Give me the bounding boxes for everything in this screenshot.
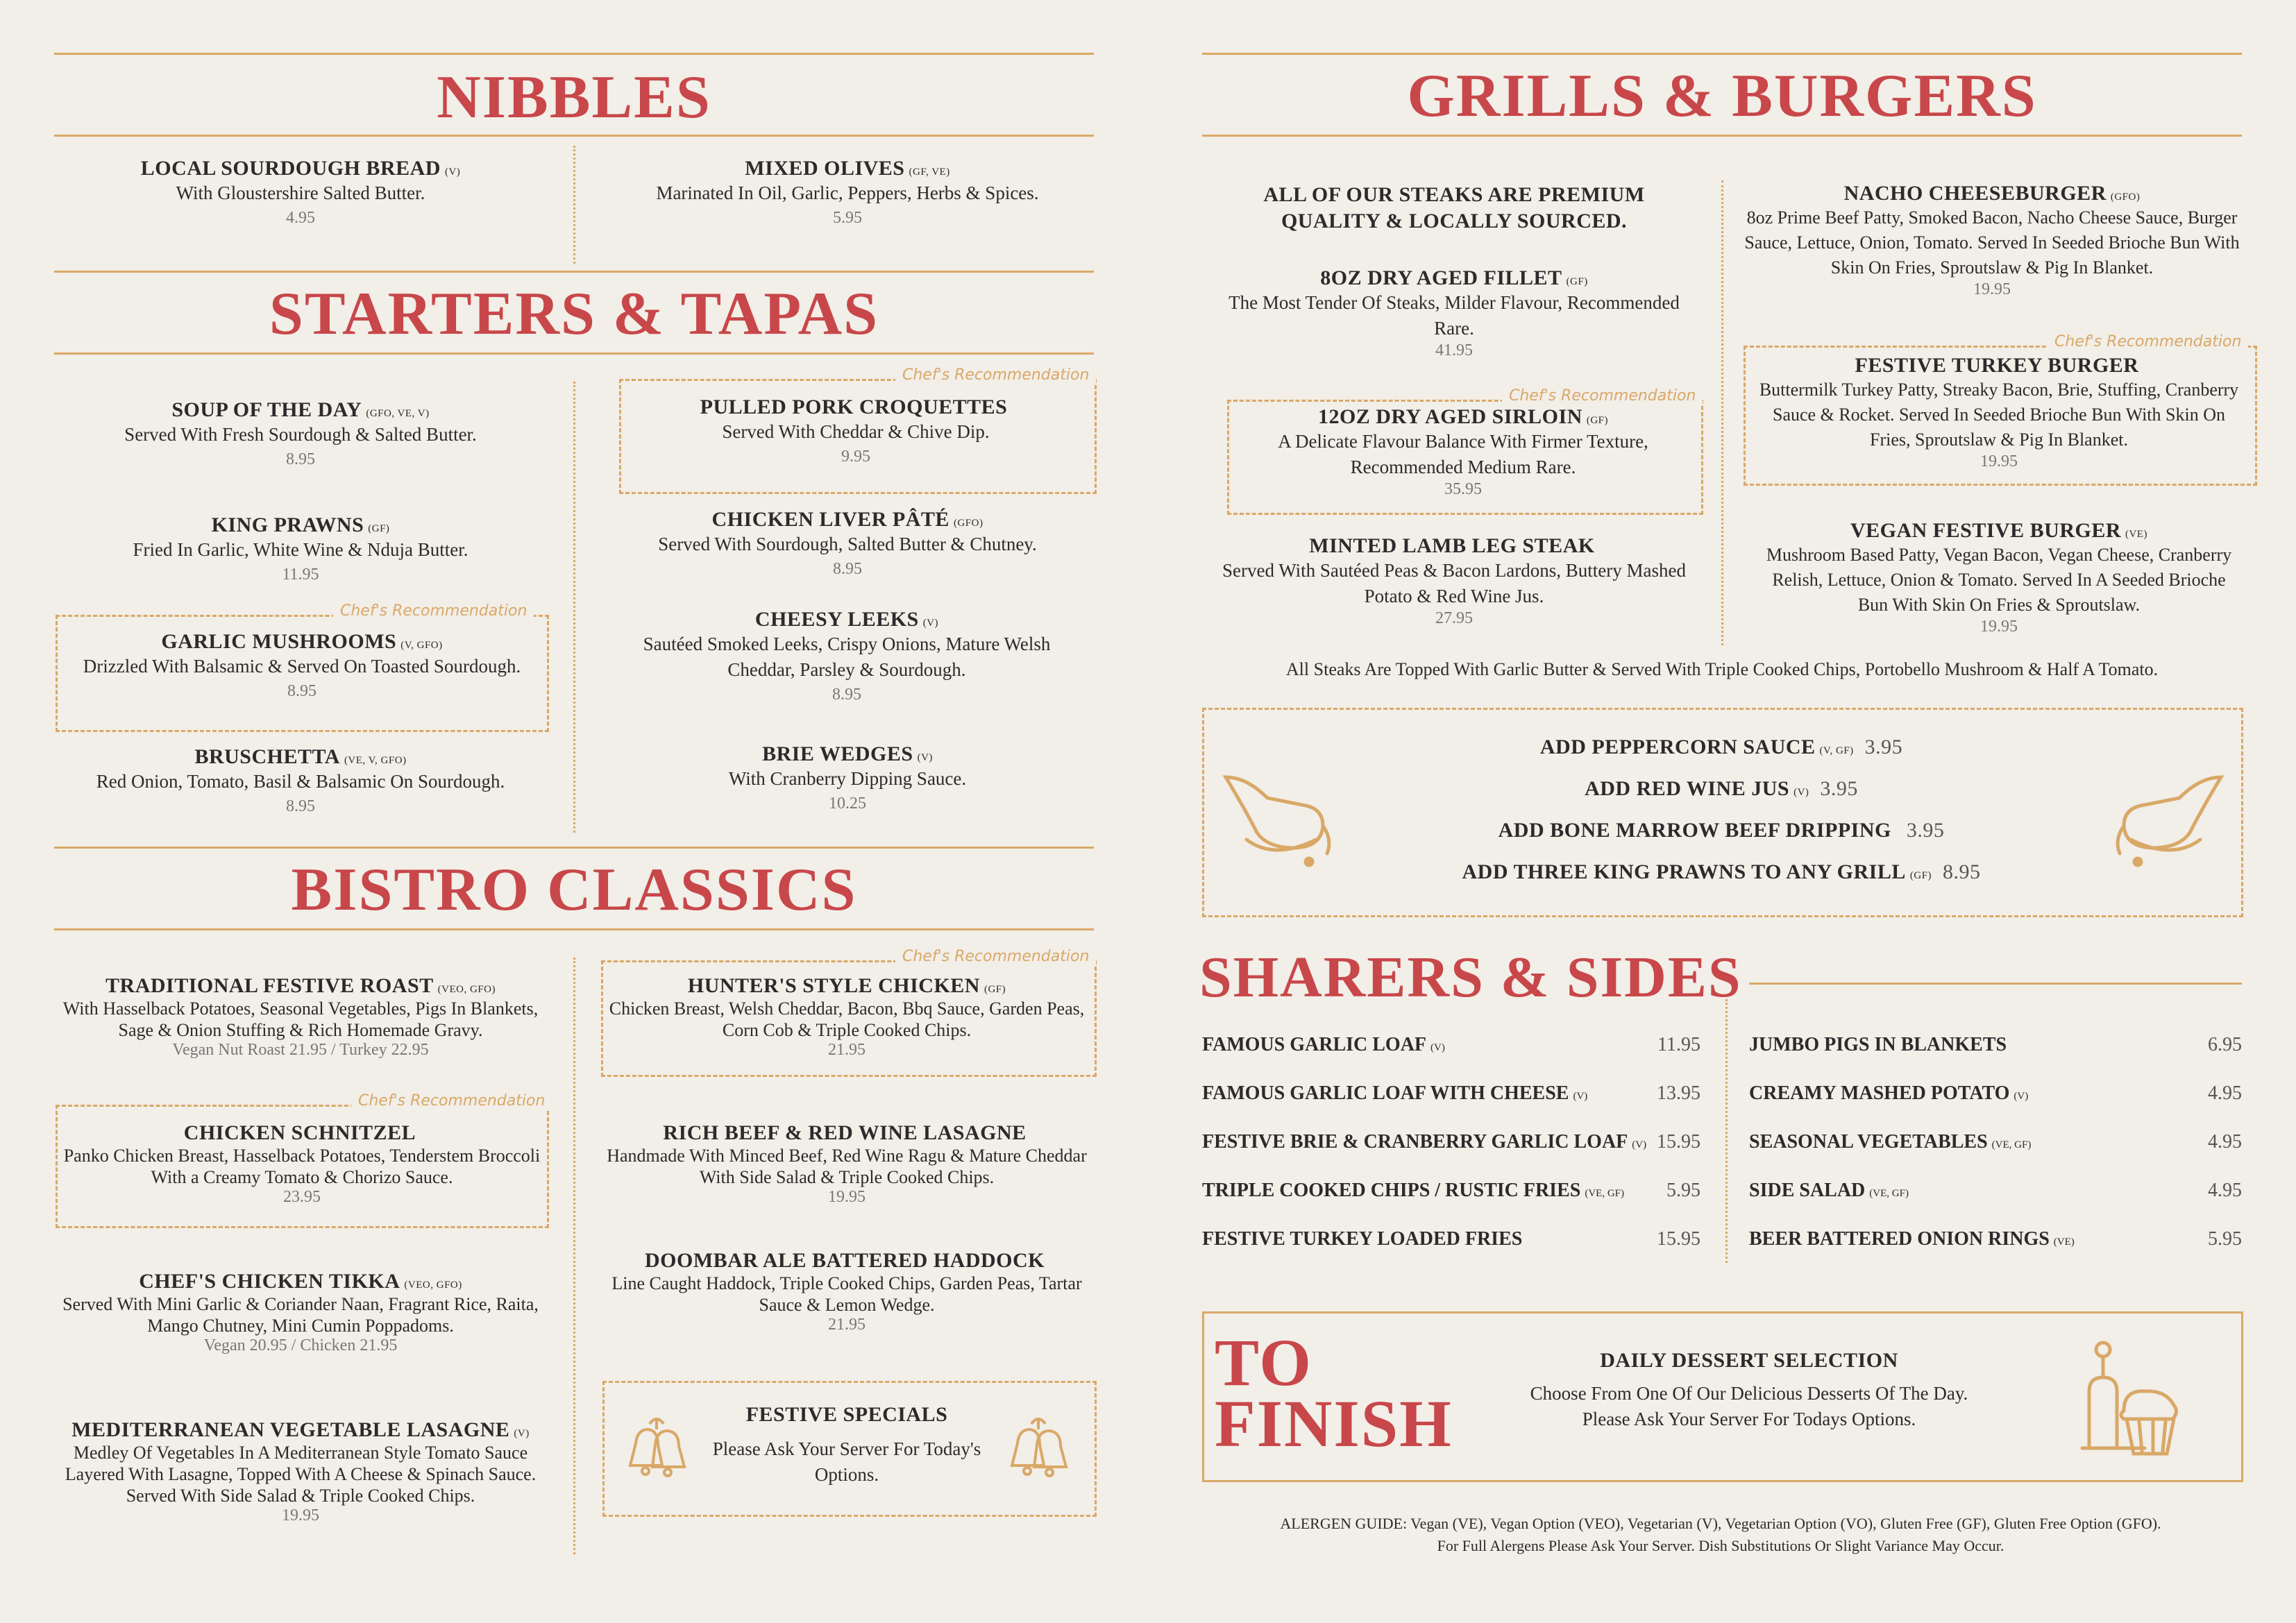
side-tag: (V) xyxy=(1430,1042,1445,1053)
item-desc: Chicken Breast, Welsh Cheddar, Bacon, Bbq Sauce, Garden Peas, Corn Cob & Triple Cooked Chips. xyxy=(609,999,1085,1040)
side-name: TRIPLE COOKED CHIPS / RUSTIC FRIES xyxy=(1202,1180,1581,1201)
menu-item xyxy=(62,1121,541,1207)
item-price: 19.95 xyxy=(1980,452,2018,470)
item-name: CHICKEN LIVER PÂTÉ xyxy=(711,508,949,531)
menu-item xyxy=(1222,534,1687,628)
menu-item xyxy=(604,1249,1090,1334)
menu-item xyxy=(54,1418,547,1525)
side-name: BEER BATTERED ONION RINGS xyxy=(1749,1228,2050,1250)
item-price: 8.95 xyxy=(286,450,315,468)
item-tag: (GF) xyxy=(1586,415,1609,426)
chef-recommendation-label: Chef's Recommendation xyxy=(2048,333,2248,350)
side-tag: (V) xyxy=(2014,1091,2029,1102)
menu-item xyxy=(604,974,1090,1060)
item-name: 8OZ DRY AGED FILLET xyxy=(1320,266,1562,289)
side-row xyxy=(1749,1082,2242,1105)
nibbles-title: NIBBLES xyxy=(437,64,711,131)
side-row xyxy=(1202,1180,1700,1202)
starters-title: STARTERS & TAPAS xyxy=(269,280,879,348)
side-price: 15.95 xyxy=(1657,1228,1700,1250)
side-row xyxy=(1749,1034,2242,1056)
bistro-bottom-rule xyxy=(54,928,1094,931)
sharers-rule xyxy=(1749,983,2242,985)
item-name: MEDITERRANEAN VEGETABLE LASAGNE xyxy=(71,1418,510,1441)
bells-icon xyxy=(622,1409,691,1485)
item-name: FESTIVE TURKEY BURGER xyxy=(1855,354,2139,377)
item-desc: Served With Sourdough, Salted Butter & Chutney. xyxy=(658,534,1037,554)
grills-bottom-rule xyxy=(1202,135,2242,137)
item-desc: 8oz Prime Beef Patty, Smoked Bacon, Nacho Cheese Sauce, Burger Sauce, Lettuce, Onion, Tomato. Served In Seeded Brioche Bun With Skin On Fries, Sproutslaw & Pig In Blanket. xyxy=(1744,207,2240,278)
addon-name: ADD THREE KING PRAWNS TO ANY GRILL xyxy=(1462,860,1906,883)
dessert-icon xyxy=(2075,1336,2193,1461)
item-price: 8.95 xyxy=(833,560,862,578)
addon-tag: (V, GF) xyxy=(1819,745,1854,756)
side-price: 4.95 xyxy=(2208,1131,2242,1153)
item-desc: Mushroom Based Patty, Vegan Bacon, Vegan Cheese, Cranberry Relish, Lettuce, Onion & Tomato. Served In A Seeded Brioche Bun With Skin On Fries & Sproutslaw. xyxy=(1766,545,2232,615)
sides-divider xyxy=(1725,999,1728,1263)
addons-list xyxy=(1319,736,2124,902)
side-name: FESTIVE BRIE & CRANBERRY GARLIC LOAF xyxy=(1202,1131,1628,1153)
chef-recommendation-label: Chef's Recommendation xyxy=(895,948,1096,965)
menu-item xyxy=(1756,354,2242,471)
menu-item xyxy=(604,1121,1090,1207)
item-price: 41.95 xyxy=(1435,341,1473,359)
side-price: 11.95 xyxy=(1657,1034,1700,1055)
side-tag: (VE, GF) xyxy=(1869,1188,1909,1199)
side-name: FAMOUS GARLIC LOAF xyxy=(1202,1034,1427,1055)
addon-tag: (GF) xyxy=(1909,870,1932,881)
item-price: 8.95 xyxy=(286,797,315,815)
menu-item xyxy=(619,396,1092,466)
item-tag: (VEO, GFO) xyxy=(437,984,496,995)
item-desc: Handmade With Minced Beef, Red Wine Ragu & Mature Cheddar With Side Salad & Triple Cooked Chips. xyxy=(607,1146,1087,1187)
starters-top-rule xyxy=(54,271,1094,273)
menu-item xyxy=(601,508,1094,579)
dessert-name: DAILY DESSERT SELECTION xyxy=(1600,1349,1898,1372)
side-row xyxy=(1749,1180,2242,1202)
item-price: 19.95 xyxy=(1973,280,2011,298)
festive-specials-desc: Please Ask Your Server For Today's Options. xyxy=(712,1438,981,1485)
item-price: 21.95 xyxy=(828,1041,866,1059)
side-tag: (VE, GF) xyxy=(1585,1188,1625,1199)
side-price: 6.95 xyxy=(2208,1034,2242,1055)
item-desc: With Gloustershire Salted Butter. xyxy=(176,182,425,203)
item-name: KING PRAWNS xyxy=(211,513,364,536)
item-price: 23.95 xyxy=(283,1188,321,1206)
addon-price: 3.95 xyxy=(1864,736,1903,758)
item-desc: A Delicate Flavour Balance With Firmer Texture, Recommended Medium Rare. xyxy=(1278,431,1648,477)
steaks-intro: ALL OF OUR STEAKS ARE PREMIUM QUALITY & LOCALLY SOURCED. xyxy=(1263,183,1645,232)
item-tag: (V, GFO) xyxy=(400,640,443,651)
item-tag: (V) xyxy=(917,752,933,763)
item-price: 35.95 xyxy=(1444,480,1482,498)
addon-price: 3.95 xyxy=(1820,777,1858,800)
starters-bottom-rule xyxy=(54,352,1094,355)
side-price: 5.95 xyxy=(2208,1228,2242,1250)
gravy-boat-icon xyxy=(1219,756,1337,867)
item-price: 19.95 xyxy=(282,1506,319,1524)
item-price: 19.95 xyxy=(828,1188,866,1206)
item-name: 12OZ DRY AGED SIRLOIN xyxy=(1317,405,1582,428)
item-name: SOUP OF THE DAY xyxy=(171,398,362,421)
item-desc: Drizzled With Balsamic & Served On Toasted Sourdough. xyxy=(83,656,521,677)
item-tag: (GF) xyxy=(368,523,390,534)
item-desc: Sautéed Smoked Leeks, Crispy Onions, Mature Welsh Cheddar, Parsley & Sourdough. xyxy=(643,634,1051,680)
item-price: 10.25 xyxy=(829,794,866,813)
menu-item xyxy=(54,745,547,816)
item-desc: Red Onion, Tomato, Basil & Balsamic On Sourdough. xyxy=(96,771,505,792)
item-name: GARLIC MUSHROOMS xyxy=(161,630,397,653)
addon-price: 8.95 xyxy=(1943,860,1981,883)
menu-item xyxy=(618,608,1076,704)
item-tag: (GFO, VE, V) xyxy=(366,408,430,419)
item-tag: (V) xyxy=(922,618,939,629)
item-tag: (GF) xyxy=(1566,276,1588,287)
item-price: 9.95 xyxy=(841,448,870,466)
side-name: FAMOUS GARLIC LOAF WITH CHEESE xyxy=(1202,1082,1569,1104)
bistro-title: BISTRO CLASSICS xyxy=(291,856,857,924)
side-name: FESTIVE TURKEY LOADED FRIES xyxy=(1202,1228,1523,1250)
bistro-top-rule xyxy=(54,847,1094,849)
menu-item xyxy=(1227,405,1699,499)
item-tag: (VEO, GFO) xyxy=(404,1280,462,1291)
item-desc: Fried In Garlic, White Wine & Nduja Butter. xyxy=(133,539,469,560)
item-price: Vegan Nut Roast 21.95 / Turkey 22.95 xyxy=(172,1041,429,1059)
side-row xyxy=(1749,1131,2242,1153)
item-price: 11.95 xyxy=(282,566,319,584)
nibbles-top-rule xyxy=(54,53,1094,55)
starters-divider xyxy=(573,382,575,833)
side-price: 4.95 xyxy=(2208,1082,2242,1104)
chef-recommendation-label: Chef's Recommendation xyxy=(1502,387,1703,405)
item-name: DOOMBAR ALE BATTERED HADDOCK xyxy=(644,1249,1045,1272)
item-name: BRUSCHETTA xyxy=(194,745,340,768)
item-desc: With Hasselback Potatoes, Seasonal Vegetables, Pigs In Blankets, Sage & Onion Stuffing & Rich Homemade Gravy. xyxy=(62,999,539,1040)
item-price: 27.95 xyxy=(1435,609,1473,627)
item-desc: Served With Cheddar & Chive Dip. xyxy=(722,421,990,442)
dessert-desc-1: Choose From One Of Our Delicious Desserts Of The Day. xyxy=(1530,1383,1968,1404)
side-row xyxy=(1749,1228,2242,1250)
addon-name: ADD RED WINE JUS xyxy=(1585,777,1790,800)
item-tag: (VE, V, GFO) xyxy=(344,755,407,766)
item-tag: (V) xyxy=(514,1428,530,1439)
allergen-line-1: ALERGEN GUIDE: Vegan (VE), Vegan Option (VEO), Vegetarian (V), Vegetarian Option (VO), Gluten Free (GF), Gluten Free Option (GFO). xyxy=(1280,1515,2161,1532)
dessert-item xyxy=(1485,1349,2013,1432)
addon-item xyxy=(1319,819,2124,860)
item-name: LOCAL SOURDOUGH BREAD xyxy=(140,157,441,180)
item-name: VEGAN FESTIVE BURGER xyxy=(1850,519,2122,542)
item-price: 8.95 xyxy=(287,682,316,700)
item-desc: The Most Tender Of Steaks, Milder Flavour, Recommended Rare. xyxy=(1229,292,1680,339)
item-desc: Served With Mini Garlic & Coriander Naan, Fragrant Rice, Raita, Mango Chutney, Mini Cumin Poppadoms. xyxy=(62,1294,539,1336)
item-name: RICH BEEF & RED WINE LASAGNE xyxy=(663,1121,1027,1144)
allergen-line-2: For Full Alergens Please Ask Your Server. Dish Substitutions Or Slight Variance May Occur. xyxy=(1437,1537,2004,1554)
menu-item xyxy=(54,157,547,228)
nibbles-divider xyxy=(573,146,575,264)
item-name: MIXED OLIVES xyxy=(745,157,905,180)
menu-item xyxy=(601,157,1094,228)
steaks-note: All Steaks Are Topped With Garlic Butter & Served With Triple Cooked Chips, Portobello Mushroom & Half A Tomato. xyxy=(1285,659,2159,679)
item-name: PULLED PORK CROQUETTES xyxy=(700,396,1008,418)
item-desc: With Cranberry Dipping Sauce. xyxy=(728,768,967,789)
grills-divider xyxy=(1721,180,1723,645)
item-price: 5.95 xyxy=(833,209,862,227)
item-name: BRIE WEDGES xyxy=(762,742,913,765)
side-row xyxy=(1202,1082,1700,1105)
side-name: CREAMY MASHED POTATO xyxy=(1749,1082,2010,1104)
item-name: NACHO CHEESEBURGER xyxy=(1843,182,2107,205)
menu-item xyxy=(54,513,547,584)
grills-top-rule xyxy=(1202,53,2242,55)
item-name: CHICKEN SCHNITZEL xyxy=(183,1121,416,1144)
to-finish-line2: FINISH xyxy=(1215,1386,1453,1461)
bells-icon xyxy=(1004,1409,1073,1485)
to-finish-title xyxy=(1215,1325,1453,1461)
side-price: 4.95 xyxy=(2208,1180,2242,1201)
item-price: 4.95 xyxy=(286,209,315,227)
side-name: SIDE SALAD xyxy=(1749,1180,1866,1201)
item-tag: (V) xyxy=(444,167,461,178)
item-price: Vegan 20.95 / Chicken 21.95 xyxy=(203,1336,398,1354)
side-row xyxy=(1202,1228,1700,1250)
item-name: CHEF'S CHICKEN TIKKA xyxy=(139,1270,400,1293)
menu-item xyxy=(54,398,547,469)
side-row xyxy=(1202,1131,1700,1153)
side-row xyxy=(1202,1034,1700,1056)
item-price: 19.95 xyxy=(1980,618,2018,636)
chef-recommendation-label: Chef's Recommendation xyxy=(895,366,1096,384)
side-tag: (VE, GF) xyxy=(1991,1139,2032,1150)
addon-item xyxy=(1319,860,2124,902)
item-tag: (GFO) xyxy=(2110,192,2141,203)
side-price: 13.95 xyxy=(1657,1082,1700,1104)
item-desc: Medley Of Vegetables In A Mediterranean Style Tomato Sauce Layered With Lasagne, Topped With A Cheese & Spinach Sauce. Served With Side Salad & Triple Cooked Chips. xyxy=(65,1443,537,1506)
gravy-boat-icon xyxy=(2110,756,2228,867)
item-desc: Marinated In Oil, Garlic, Peppers, Herbs & Spices. xyxy=(656,182,1039,203)
addon-item xyxy=(1319,777,2124,819)
addon-item xyxy=(1319,736,2124,777)
menu-item xyxy=(54,974,547,1060)
bistro-divider xyxy=(573,958,575,1554)
addon-name: ADD PEPPERCORN SAUCE xyxy=(1539,736,1816,758)
item-price: 8.95 xyxy=(832,686,861,704)
item-tag: (GFO) xyxy=(953,518,984,529)
side-price: 5.95 xyxy=(1666,1180,1700,1201)
item-desc: Served With Sautéed Peas & Bacon Lardons, Buttery Mashed Potato & Red Wine Jus. xyxy=(1222,560,1687,606)
menu-item xyxy=(54,1270,547,1355)
item-desc: Panko Chicken Breast, Hasselback Potatoes, Tenderstem Broccoli With a Creamy Tomato & Chorizo Sauce. xyxy=(63,1146,541,1187)
item-desc: Served With Fresh Sourdough & Salted Butter. xyxy=(124,424,477,445)
side-name: SEASONAL VEGETABLES xyxy=(1749,1131,1988,1153)
festive-specials xyxy=(687,1403,1006,1488)
side-tag: (V) xyxy=(1632,1139,1647,1150)
addon-tag: (V) xyxy=(1793,787,1809,798)
nibbles-bottom-rule xyxy=(54,135,1094,137)
side-price: 15.95 xyxy=(1657,1131,1700,1153)
item-name: TRADITIONAL FESTIVE ROAST xyxy=(105,974,434,997)
item-desc: Line Caught Haddock, Triple Cooked Chips, Garden Peas, Tartar Sauce & Lemon Wedge. xyxy=(611,1273,1082,1315)
side-tag: (V) xyxy=(1573,1091,1588,1102)
item-desc: Buttermilk Turkey Patty, Streaky Bacon, Brie, Stuffing, Cranberry Sauce & Rocket. Served In Seeded Brioche Bun With Skin On Fries, Sproutslaw & Pig In Blanket. xyxy=(1759,380,2239,450)
item-tag: (GF) xyxy=(984,984,1006,995)
menu-item xyxy=(1756,519,2242,636)
addon-name: ADD BONE MARROW BEEF DRIPPING xyxy=(1498,819,1891,842)
side-name: JUMBO PIGS IN BLANKETS xyxy=(1749,1034,2007,1055)
sharers-title: SHARERS & SIDES xyxy=(1199,945,1742,1010)
chef-recommendation-label: Chef's Recommendation xyxy=(351,1092,552,1110)
item-tag: (GF, VE) xyxy=(909,167,950,178)
allergen-guide xyxy=(1202,1513,2239,1557)
item-name: HUNTER'S STYLE CHICKEN xyxy=(687,974,980,997)
dessert-desc-2: Please Ask Your Server For Todays Options. xyxy=(1582,1409,1916,1429)
menu-item xyxy=(1222,266,1687,360)
menu-item xyxy=(601,742,1094,813)
item-name: CHEESY LEEKS xyxy=(754,608,919,631)
menu-item xyxy=(56,630,548,701)
item-tag: (VE) xyxy=(2125,529,2148,540)
addon-price: 3.95 xyxy=(1906,819,1945,842)
item-name: MINTED LAMB LEG STEAK xyxy=(1309,534,1595,557)
side-tag: (VE) xyxy=(2053,1237,2075,1248)
item-price: 21.95 xyxy=(828,1316,866,1334)
festive-specials-title: FESTIVE SPECIALS xyxy=(745,1403,948,1426)
chef-recommendation-label: Chef's Recommendation xyxy=(333,602,534,620)
grills-title: GRILLS & BURGERS xyxy=(1407,62,2037,130)
to-finish-line1: TO xyxy=(1215,1325,1312,1400)
menu-item xyxy=(1742,182,2242,299)
